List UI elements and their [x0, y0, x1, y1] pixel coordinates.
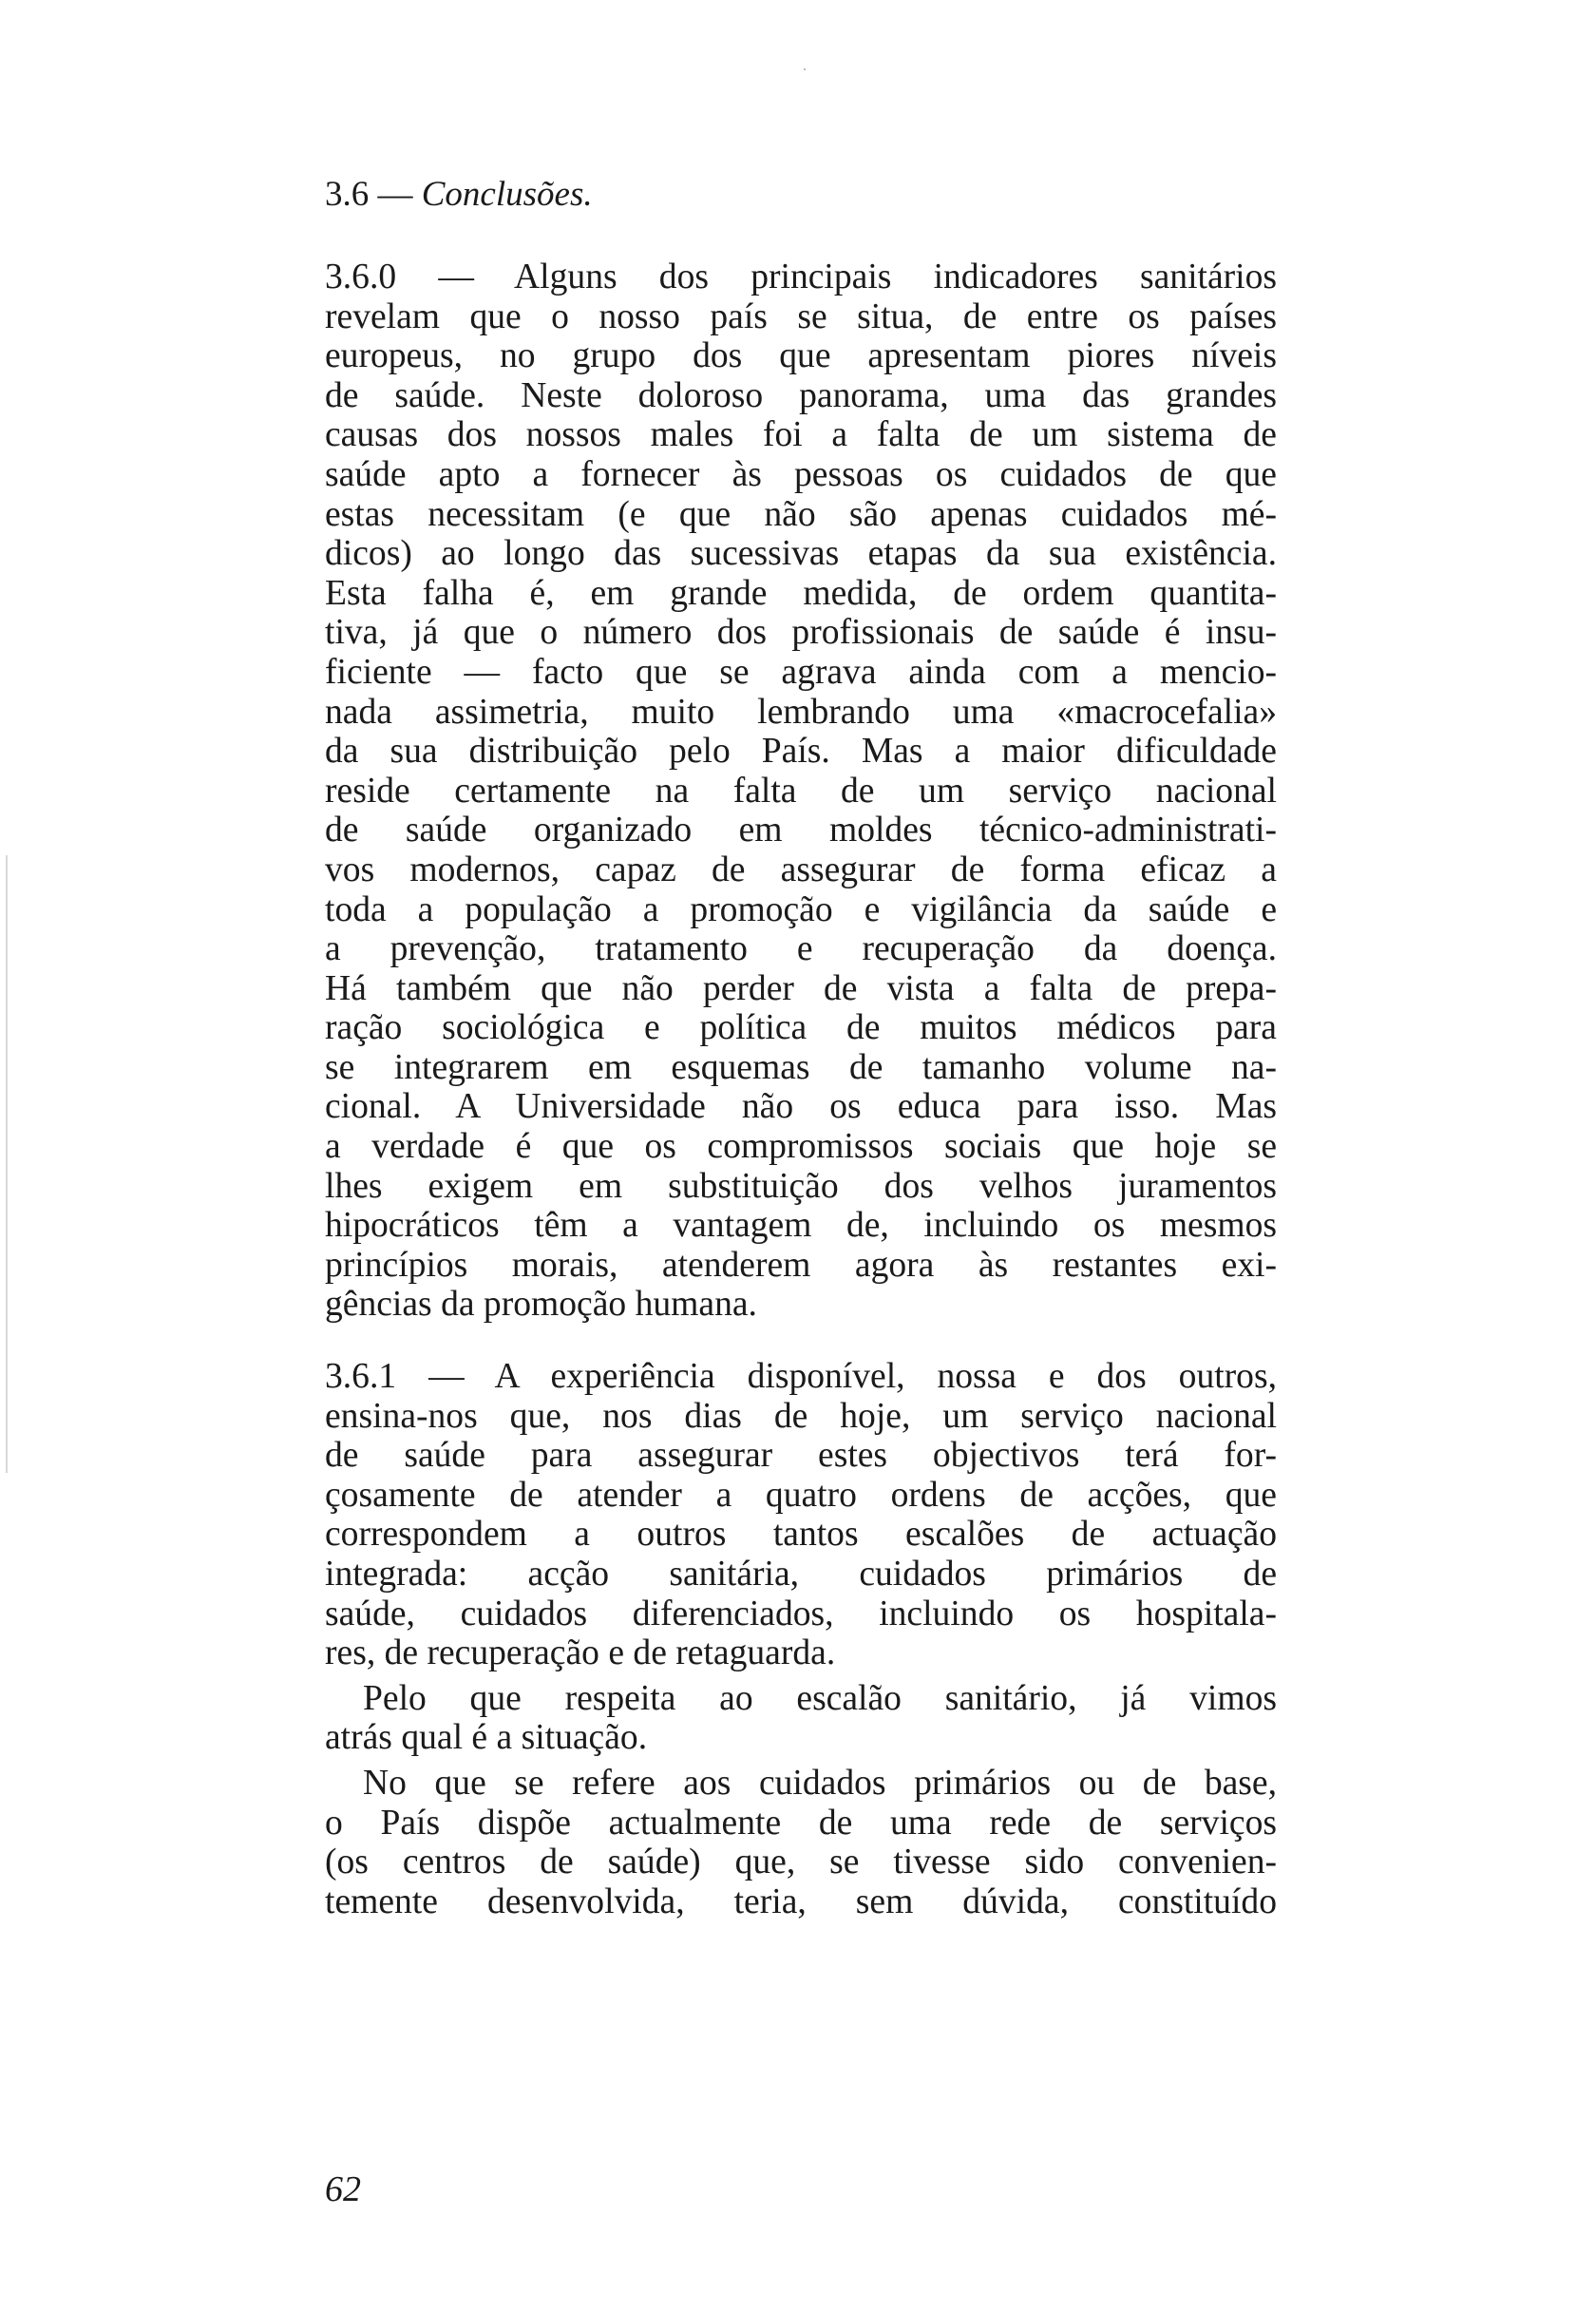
- text-line: atrás qual é a situação.: [325, 1718, 648, 1758]
- text-line: o País dispõe actualmente de uma rede de serviços: [325, 1803, 1277, 1843]
- section-number: 3.6 —: [325, 175, 413, 214]
- text-line: reside certamente na falta de um serviço nacional: [325, 771, 1277, 811]
- text-line: de saúde organizado em moldes técnico-administrati-: [325, 811, 1277, 850]
- text-line: vos modernos, capaz de assegurar de forma eficaz a: [325, 850, 1277, 889]
- text-line: dicos) ao longo das sucessivas etapas da sua existência.: [325, 534, 1277, 574]
- text-line: gências da promoção humana.: [325, 1285, 757, 1325]
- text-line: causas dos nossos males foi a falta de um sistema de: [325, 415, 1277, 455]
- paragraph-sanitary-level: [325, 1679, 1277, 1758]
- text-line: Há também que não perder de vista a falta de prepa-: [325, 968, 1277, 1008]
- scan-margin-mark: [6, 855, 8, 1473]
- paragraph-primary-care: [325, 1764, 1277, 1921]
- text-line: cional. A Universidade não os educa para isso. Mas: [325, 1087, 1277, 1127]
- text-line: hipocráticos têm a vantagem de, incluindo os mesmos: [325, 1206, 1277, 1246]
- text-line: 3.6.0 — Alguns dos principais indicadores sanitários: [325, 258, 1277, 296]
- text-line: 3.6.1 — A experiência disponível, nossa e dos outros,: [325, 1357, 1277, 1397]
- section-heading: [325, 173, 1277, 216]
- text-line: princípios morais, atenderem agora às restantes exi-: [325, 1245, 1277, 1285]
- text-line: revelam que o nosso país se situa, de entre os países: [325, 296, 1277, 336]
- paragraph-gap: [325, 1325, 1277, 1357]
- text-line: a verdade é que os compromissos sociais que hoje se: [325, 1127, 1277, 1167]
- text-line: temente desenvolvida, teria, sem dúvida, constituído: [325, 1881, 1277, 1921]
- text-line: a prevenção, tratamento e recuperação da doença.: [325, 929, 1277, 969]
- text-line: de saúde para assegurar estes objectivos terá for-: [325, 1436, 1277, 1476]
- text-line: lhes exigem em substituição dos velhos juramentos: [325, 1166, 1277, 1206]
- text-line: da sua distribuição pelo País. Mas a maior dificuldade: [325, 732, 1277, 772]
- paragraph-3-6-0: [325, 258, 1277, 1325]
- text-line: estas necessitam (e que não são apenas cuidados mé-: [325, 494, 1277, 534]
- text-line: nada assimetria, muito lembrando uma «macrocefalia»: [325, 692, 1277, 732]
- text-line: de saúde. Neste doloroso panorama, uma das grandes: [325, 375, 1277, 415]
- text-line: res, de recuperação e de retaguarda.: [325, 1633, 836, 1673]
- text-line: correspondem a outros tantos escalões de actuação: [325, 1515, 1277, 1555]
- text-line: integrada: acção sanitária, cuidados primários de: [325, 1555, 1277, 1594]
- text-line: ficiente — facto que se agrava ainda com a mencio-: [325, 652, 1277, 692]
- scan-speck: [804, 68, 806, 70]
- text-line: toda a população a promoção e vigilância da saúde e: [325, 889, 1277, 929]
- text-line: ração sociológica e política de muitos médicos para: [325, 1008, 1277, 1048]
- text-line: Esta falha é, em grande medida, de ordem quantita-: [325, 573, 1277, 613]
- text-column: [325, 173, 1277, 1921]
- text-line: (os centros de saúde) que, se tivesse sido convenien-: [325, 1843, 1277, 1882]
- paragraph-3-6-1: [325, 1357, 1277, 1673]
- text-line: Pelo que respeita ao escalão sanitário, já vimos: [363, 1678, 1277, 1718]
- text-line: No que se refere aos cuidados primários ou de base,: [363, 1763, 1277, 1803]
- text-line: ensina-nos que, nos dias de hoje, um serviço nacional: [325, 1396, 1277, 1436]
- text-line: saúde, cuidados diferenciados, incluindo os hospitala-: [325, 1594, 1277, 1633]
- text-line: se integrarem em esquemas de tamanho volume na-: [325, 1047, 1277, 1087]
- text-line: saúde apto a fornecer às pessoas os cuidados de que: [325, 454, 1277, 494]
- text-line: çosamente de atender a quatro ordens de acções, que: [325, 1475, 1277, 1515]
- page-number: 62: [325, 2169, 361, 2209]
- text-line: europeus, no grupo dos que apresentam piores níveis: [325, 336, 1277, 376]
- section-title: Conclusões.: [421, 175, 593, 214]
- text-line: tiva, já que o número dos profissionais de saúde é insu-: [325, 613, 1277, 653]
